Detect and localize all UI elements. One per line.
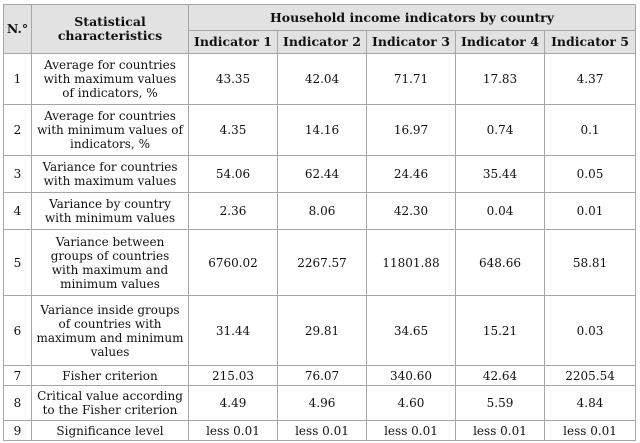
cell-indicator-2: less 0.01 (278, 421, 367, 441)
cell-indicator-4: 0.74 (456, 105, 545, 156)
row-label: Average for countries with minimum values of indicators, % (32, 105, 189, 156)
cell-indicator-1: 31.44 (189, 296, 278, 366)
cell-indicator-3: 34.65 (367, 296, 456, 366)
table-row (4, 386, 636, 421)
header-indicator-5: Indicator 5 (545, 31, 636, 54)
table-row (4, 193, 636, 230)
row-number: 2 (4, 105, 32, 156)
table-container (3, 4, 636, 441)
table-row (4, 156, 636, 193)
row-number: 8 (4, 386, 32, 421)
cell-indicator-3: less 0.01 (367, 421, 456, 441)
row-number: 1 (4, 54, 32, 105)
cell-indicator-4: 17.83 (456, 54, 545, 105)
cell-indicator-3: 16.97 (367, 105, 456, 156)
cell-indicator-5: 58.81 (545, 230, 636, 296)
cell-indicator-2: 42.04 (278, 54, 367, 105)
cell-indicator-4: 35.44 (456, 156, 545, 193)
table-row (4, 366, 636, 386)
cell-indicator-2: 8.06 (278, 193, 367, 230)
cell-indicator-2: 62.44 (278, 156, 367, 193)
cell-indicator-3: 71.71 (367, 54, 456, 105)
table-row (4, 105, 636, 156)
row-label: Variance for countries with maximum values (32, 156, 189, 193)
row-number: 9 (4, 421, 32, 441)
header-statistical-characteristics: Statistical characteristics (32, 5, 189, 54)
row-label: Variance between groups of countries with maximum and minimum values (32, 230, 189, 296)
header-indicator-1: Indicator 1 (189, 31, 278, 54)
row-label: Critical value according to the Fisher criterion (32, 386, 189, 421)
cell-indicator-3: 11801.88 (367, 230, 456, 296)
table-row (4, 230, 636, 296)
cell-indicator-5: 0.01 (545, 193, 636, 230)
cell-indicator-1: 2.36 (189, 193, 278, 230)
cell-indicator-1: 4.49 (189, 386, 278, 421)
cell-indicator-4: 0.04 (456, 193, 545, 230)
header-indicator-2: Indicator 2 (278, 31, 367, 54)
cell-indicator-3: 24.46 (367, 156, 456, 193)
statistics-table (3, 4, 636, 441)
header-indicator-4: Indicator 4 (456, 31, 545, 54)
row-number: 7 (4, 366, 32, 386)
cell-indicator-3: 340.60 (367, 366, 456, 386)
cell-indicator-4: 15.21 (456, 296, 545, 366)
row-label: Variance inside groups of countries with maximum and minimum values (32, 296, 189, 366)
cell-indicator-1: 6760.02 (189, 230, 278, 296)
row-number: 5 (4, 230, 32, 296)
header-indicator-group: Household income indicators by country (189, 5, 636, 31)
cell-indicator-4: 648.66 (456, 230, 545, 296)
row-number: 4 (4, 193, 32, 230)
row-label: Fisher criterion (32, 366, 189, 386)
header-number: N.° (4, 5, 32, 54)
table-row (4, 296, 636, 366)
cell-indicator-2: 2267.57 (278, 230, 367, 296)
row-label: Average for countries with maximum values of indicators, % (32, 54, 189, 105)
row-label: Variance by country with minimum values (32, 193, 189, 230)
cell-indicator-3: 4.60 (367, 386, 456, 421)
cell-indicator-2: 4.96 (278, 386, 367, 421)
cell-indicator-2: 76.07 (278, 366, 367, 386)
cell-indicator-5: 0.1 (545, 105, 636, 156)
cell-indicator-4: less 0.01 (456, 421, 545, 441)
row-number: 6 (4, 296, 32, 366)
cell-indicator-4: 5.59 (456, 386, 545, 421)
cell-indicator-1: 4.35 (189, 105, 278, 156)
cell-indicator-5: 4.37 (545, 54, 636, 105)
cell-indicator-5: 2205.54 (545, 366, 636, 386)
table-row (4, 421, 636, 441)
row-label: Significance level (32, 421, 189, 441)
cell-indicator-1: 43.35 (189, 54, 278, 105)
cell-indicator-5: 0.03 (545, 296, 636, 366)
cell-indicator-1: less 0.01 (189, 421, 278, 441)
table-row (4, 54, 636, 105)
cell-indicator-3: 42.30 (367, 193, 456, 230)
cell-indicator-5: less 0.01 (545, 421, 636, 441)
cell-indicator-1: 54.06 (189, 156, 278, 193)
row-number: 3 (4, 156, 32, 193)
cell-indicator-2: 29.81 (278, 296, 367, 366)
cell-indicator-5: 0.05 (545, 156, 636, 193)
cell-indicator-4: 42.64 (456, 366, 545, 386)
header-indicator-3: Indicator 3 (367, 31, 456, 54)
cell-indicator-5: 4.84 (545, 386, 636, 421)
cell-indicator-2: 14.16 (278, 105, 367, 156)
cell-indicator-1: 215.03 (189, 366, 278, 386)
